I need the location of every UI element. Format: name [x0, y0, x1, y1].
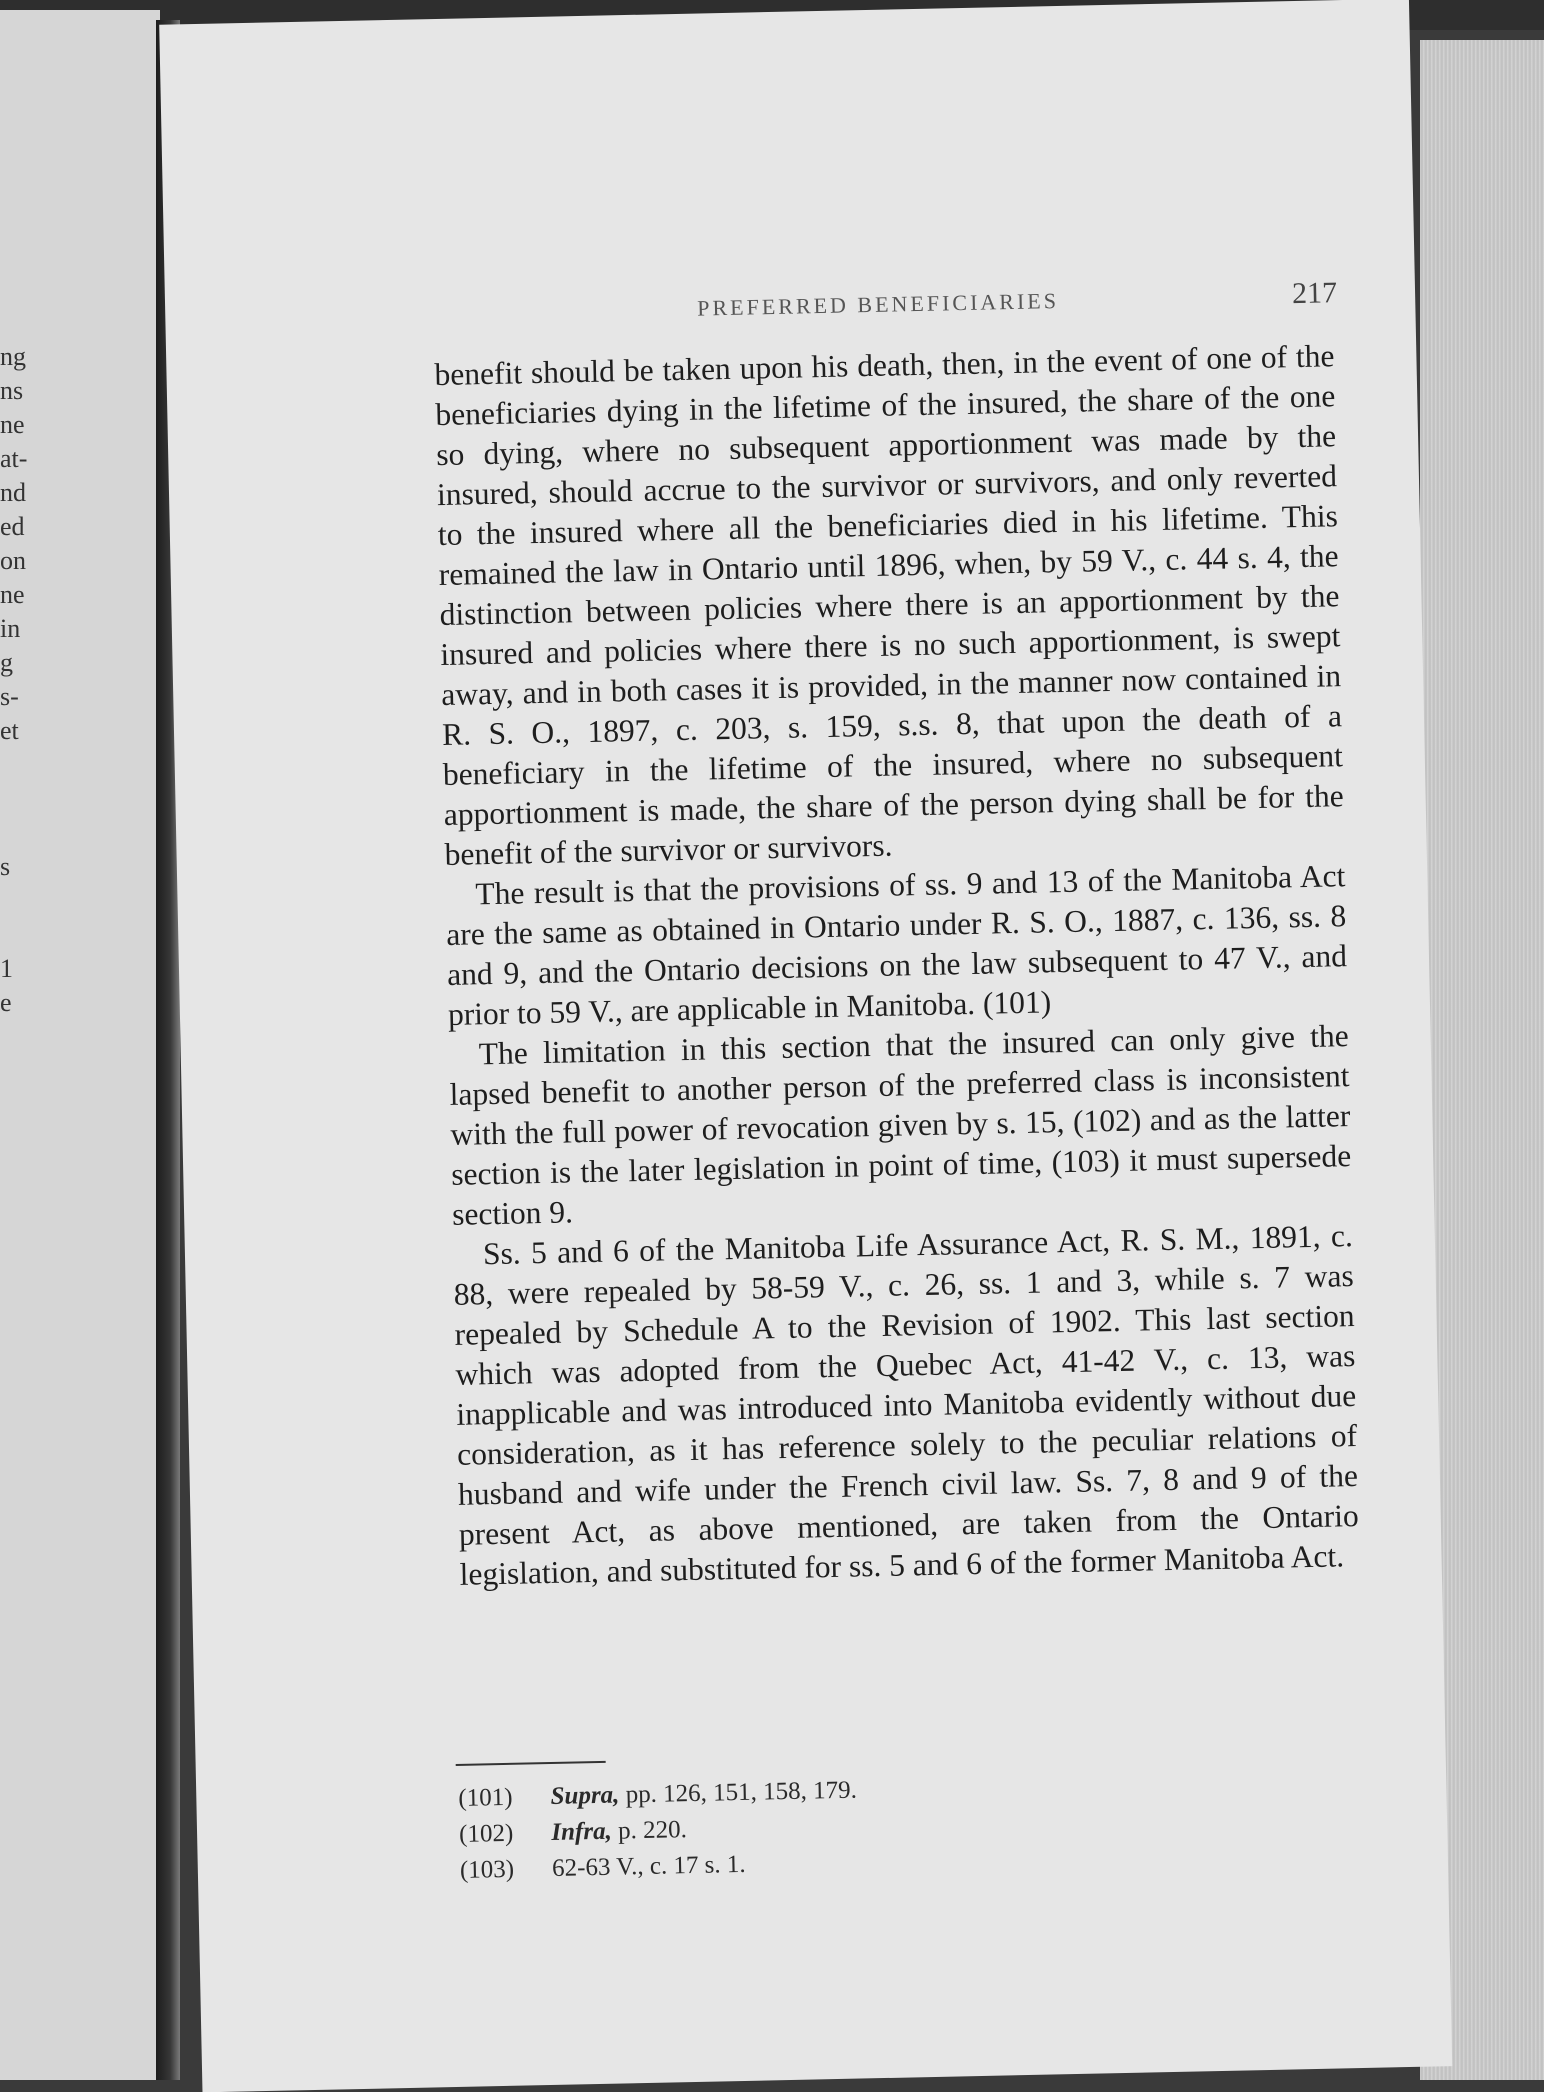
footnotes [458, 1766, 1160, 1889]
fragment [0, 816, 40, 850]
paragraph: The result is that the provisions of ss. 9 and 13 of the Manitoba Act are the same as obtained in Ontario under R. S. O., 1887, c. 136, ss. 8 and 9, and the Ontario decisions on the law subsequent to 47 V., and prior to 59 V., are applicable in Manitoba. (101) [445, 858, 1348, 1032]
footnote-reference: Infra, [551, 1817, 613, 1846]
footnote-number: (102) [458, 1819, 514, 1848]
fragment [0, 918, 40, 952]
fragment: on [0, 546, 26, 575]
fragment: s [0, 852, 11, 881]
fragment: ng [0, 342, 26, 371]
footnote-number: (103) [459, 1855, 515, 1884]
page-number: 217 [1291, 276, 1338, 311]
fragment: s- [0, 682, 19, 711]
paragraph: The limitation in this section that the insured can only give the lapsed benefit to another person of the preferred class is inconsistent with the full power of revocation given by s. 15, (102) and as the latter section is the later legislation in point of time, (103) it must supersede section 9. [449, 1018, 1352, 1232]
fragment: in [0, 614, 21, 643]
footnote-text: 62-63 V., c. 17 s. 1. [551, 1850, 746, 1882]
fragment: ne [0, 580, 25, 609]
fragment [0, 782, 40, 816]
fragment [0, 748, 40, 782]
footnote-number: (101) [458, 1783, 513, 1812]
fragment: et [0, 716, 19, 745]
running-title: PREFERRED BENEFICIARIES [696, 288, 1060, 321]
footnote-rule [456, 1761, 606, 1766]
facing-page [0, 10, 160, 2080]
fragment: ne [0, 410, 25, 439]
fragment: e [0, 988, 12, 1017]
facing-page-text-fragments [0, 340, 40, 1020]
paragraph: Ss. 5 and 6 of the Manitoba Life Assurance Act, R. S. M., 1891, c. 88, were repealed by 58-59 V., c. 26, ss. 1 and 3, while s. 7 was repealed by Schedule A to the Revision of 1902. This last section which was adopted from the Quebec Act, 41-42 V., c. 13, was inapplicable and was introduced into Manitoba evidently without due consideration, as it has reference solely to the peculiar relations of husband and wife under the French civil law. Ss. 7, 8 and 9 of the present Act, as above mentioned, are taken from the Ontario legislation, and substituted for ss. 5 and 6 of the former Manitoba Act. [453, 1218, 1360, 1592]
fragment: ed [0, 512, 25, 541]
fragment: ns [0, 376, 24, 405]
book-page [159, 0, 1452, 2092]
paragraph: benefit should be taken upon his death, then, in the event of one of the beneficiaries dying in the lifetime of the insured, the share of the one so dying, where no subsequent apportionment was made by the insured, should accrue to the survivor or survivors, and only reverted to the insured where all the beneficiaries died in his lifetime. This remained the law in Ontario until 1896, when, by 59 V., c. 44 s. 4, the distinction between policies where there is an apportionment by the insured and policies where there is no such apportionment, is swept away, and in both cases it is provided, in the manner now contained in R. S. O., 1897, c. 203, s. 159, s.s. 8, that upon the death of a beneficiary in the lifetime of the insured, where no subsequent apportionment is made, the share of the person dying shall be for the benefit of the survivor or survivors. [434, 338, 1344, 872]
fragment [0, 884, 40, 918]
fragment: at- [0, 444, 28, 473]
fragment: nd [0, 478, 26, 507]
fragment: g [0, 648, 13, 677]
fragment: 1 [0, 954, 13, 983]
footnote-text: p. 220. [617, 1816, 688, 1845]
footnote-text: pp. 126, 151, 158, 179. [625, 1776, 858, 1809]
body-text [434, 336, 1360, 1595]
footnote-reference: Supra, [550, 1781, 620, 1810]
running-head [517, 276, 1338, 339]
